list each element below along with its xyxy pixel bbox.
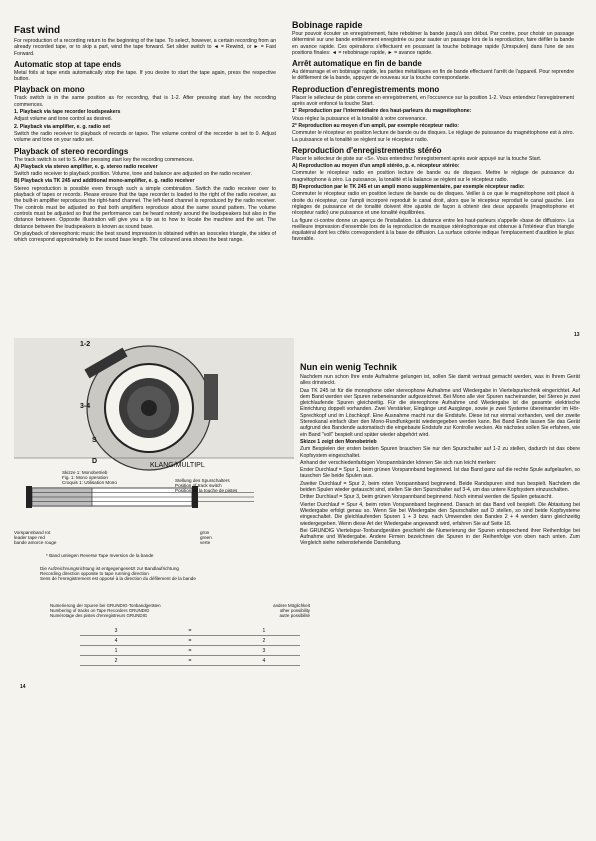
paragraph: Switch radio receiver to playback position. Volume, tone and balance are adjusted on the radio receiver. bbox=[14, 171, 252, 178]
section-title: Reproduction d'enregistrements mono bbox=[292, 84, 440, 94]
paragraph: Das TK 245 ist für die monophone oder stereophone Aufnahme und Wiedergabe in Viertelspurtechnik eingerichtet. Auf dem Band werden vier Spuren nebeneinander aufgezeichnet. Bei Mono alle vier Spuren nacheinander, bei Stereo je zwei gleichlaufende Spuren gleichzeitig. Für die stereophone Aufnahme und Wiedergabe ist die gesamte elektrische Einrichtung doppelt vorhanden. Zwei Verstärker, Eingänge und Ausgänge, sowie je zwei Systeme übereinander im Hör-Sprechkopf und im Löschkopf. Eine Ausnahme macht nur die Endstufe. Diese ist nur einmal vorhanden, weil der zweite Stereokanal einfach über den Mono-Rundfunkgerät wiedergegeben werden kann. Bei Band Ende lassen Sie das Gerät aufgrund des Bandende automatisch die eingebaute Endstufe zur Kontrolle wecken. Als nächstes sollen Sie erfahren, wie ein Band "voll" bespielt und später wieder abgehört wird. bbox=[300, 387, 580, 438]
paragraph: The track switch is set to S. After pressing start key the recording commences. bbox=[14, 156, 194, 163]
subheading: 1° Reproduction par l'intermédiaire des haut-parleurs du magnétophone: bbox=[292, 108, 472, 115]
track-switch-heading: Stellung des Spurschalters Position of track switch Position de la touche de pistes bbox=[175, 478, 238, 494]
paragraph: Erster Durchlauf = Spur 1, beim grünen Vorspannband beginnend. Ist das Band ganz auf die rechte Spule aufgelaufen, so tauschen Sie beide Spulen aus. bbox=[300, 467, 580, 480]
paragraph: Commuter le récepteur radio en position lecture de bande ou de disques. Mettre le réglage de puissance du magnétophone à zéro. La puissance, la tonalité et la balance se règlent sur le récepteur radio. bbox=[292, 170, 574, 183]
diagram-caption: Skizze 1: Monobetrieb Fig. 1: Mono operation Croquis 1: Utilisation Mono bbox=[62, 470, 117, 486]
page-number: 14 bbox=[20, 684, 26, 690]
paragraph: Dritter Durchlauf = Spur 3, beim grünen Vorspannband beginnend. Noch einmal werden die Spulen getauscht. bbox=[300, 494, 553, 501]
german-column bbox=[300, 362, 580, 548]
paragraph: Nachdem nun schon Ihre erste Aufnahme gelungen ist, sollen Sie damit vertraut gemacht werden, was in Ihrem Gerät alles drinsteckt. bbox=[300, 374, 580, 387]
subheading: B) Playback via TK 245 and additional mono-amplifier, e. g. radio receiver bbox=[14, 178, 195, 185]
subheading: B) Reproduction par le TK 245 et un ampli mono supplémentaire, par exemple récepteur radio: bbox=[292, 184, 525, 191]
paragraph: Metal foils at tape ends automatically stop the tape. If you desire to start the tape again, press the respective button. bbox=[14, 69, 276, 83]
paragraph: Au démarrage et en bobinage rapide, les parties métalliques en fin de bande effectuent l'arrêt de l'appareil. Pour reprendre le défilement de la bande, appuyer de nouveau sur la touche correspondante. bbox=[292, 69, 574, 82]
paragraph: Track switch is in the same position as for recording, that is 1-2. After pressing start key the recording commences. bbox=[14, 95, 276, 108]
section-title: Playback of stereo recordings bbox=[14, 146, 129, 156]
section-title: Arrêt automatique en fin de bande bbox=[292, 59, 422, 69]
paragraph: Vierter Durchlauf = Spur 4, beim roten Vorspannband beginnend. Danach ist das Band voll bespielt. Die Abtastung bei Wiedergabe erfolgt genau so. Wenn Sie bei Wiedergabe den Spurschalter auf D stellen, so sind beide Kopfsysteme eingeschaltet. Die gleichlaufenden Spuren 1 + 3 bzw. nach Umwenden des Bandes 2 + 4 werden dann gleichzeitig wiedergegeben. Wenn diese Art der Wiedergabe angewandt wird, erfahren Sie auf Seite 18. bbox=[300, 501, 580, 527]
track-label-d: D bbox=[92, 458, 98, 465]
french-column bbox=[292, 18, 574, 244]
section-title: Playback on mono bbox=[14, 85, 85, 95]
paragraph: For reproduction of a recording return to the beginning of the tape. To select, however, a certain recording from an already recorded tape, or to skip a part, wind the tape forward. Set slider switch to ◄ = Rewind, or ► = Fast Forward. bbox=[14, 38, 276, 57]
track-table-header: Numerierung der Spuren bei GRUNDIG-Tonbandgeräten andere Möglichkeit Numbering of tracks on Tape Recorders GRUNDIG other possibility Numérotage des pistes d'enregistreurs GRUNDIG autre possibilité bbox=[50, 603, 310, 618]
page-number: 13 bbox=[574, 332, 580, 338]
section-title: Nun ein wenig Technik bbox=[300, 362, 397, 372]
subheading: 2° Reproduction au moyen d'un ampli, par exemple récepteur radio: bbox=[292, 122, 460, 129]
paragraph: Pour pouvoir écouter un enregistrement, faire rebobiner la bande jusqu'à son début. Par contre, pour choisir un passage déterminé sur une bande entièrement enregistrée ou pour sauter un passage lors de la reproduction, faire défiler la bande en avance rapide. Ces opérations s'effectuent en poussant la touche bobinage rapide (Umspulen) dans l'une de ses positions finales: ◄ = rebobinage rapide, ► = avance rapide. bbox=[292, 31, 574, 56]
track-switch-diagram bbox=[14, 338, 294, 558]
english-column bbox=[14, 26, 276, 244]
paragraph: Zum Bespielen der ersten beiden Spuren brauchen Sie nur den Spurschalter auf 1-2 zu stellen, dadurch ist das obere Kopfsystem eingeschaltet. bbox=[300, 446, 580, 459]
paragraph: Zweiter Durchlauf = Spur 2, beim roten Vorspannband beginnend. Beide Randspuren sind nun bespielt. Nachdem die beiden Spulen wieder getauscht sind, stellen Sie den Spurschalter auf 3-4, um das untere Kopfsystem einzuschalten. bbox=[300, 480, 580, 494]
paragraph: Placer le sélecteur de piste sur «S». Vous entendrez l'enregistrement après avoir appuyé sur la touche Start. bbox=[292, 155, 542, 162]
subheading: A) Reproduction au moyen d'un ampli stéréo, p. e. récepteur stéréo: bbox=[292, 163, 460, 170]
track-numbering-table bbox=[80, 626, 300, 666]
track-label-1-2: 1-2 bbox=[80, 341, 91, 348]
paragraph: Commuter le récepteur en position lecture de bande ou de disques. Le réglage de puissance du magnétophone est à zéro. La puissance et la tonalité se règlent sur le récepteur radio. bbox=[292, 130, 574, 143]
slider-strip bbox=[204, 374, 218, 420]
table-row: 1 = 3 bbox=[80, 646, 300, 656]
tape-color-green: grün green verte bbox=[200, 530, 212, 546]
section-title: Bobinage rapide bbox=[292, 20, 363, 30]
table-row: 4 = 2 bbox=[80, 636, 300, 646]
paragraph: Switch the radio receiver to playback of records or tapes. The volume control of the recorder is set to 0. Adjust volume and tone on your radio set. bbox=[14, 130, 276, 144]
paragraph: Commuter le récepteur radio en position lecture de bande ou de disques. Veiller à ce que le magnétophone soit placé à droite du récepteur, car l'ampli incorporé reproduit le canal droit, alors que le récepteur reproduit le canal gauche. Les réglages de puissance et de tonalité doivent être ajustés de façon à obtenir des deux appareils (magnétophone et récepteur radio) une puissance et une tonalité équilibrées. bbox=[292, 191, 574, 217]
section-title: Automatic stop at tape ends bbox=[14, 59, 122, 69]
subheading: 1. Playback via tape recorder loudspeakers bbox=[14, 109, 121, 116]
section-title: Fast wind bbox=[14, 25, 61, 36]
track-label-3-4: 3-4 bbox=[80, 403, 91, 410]
table-row: 3 = 1 bbox=[80, 626, 300, 636]
subheading: 2. Playback via amplifier, e. g. radio set bbox=[14, 123, 111, 130]
paragraph: La figure ci-contre donne un aperçu de l'installation. La distance entre les haut-parleurs s'appelle «base de diffusion». La meilleure impression d'ensemble lors de la reproduction de musique stéréophonique est obtenue à l'intérieur d'un triangle équilatéral dont les côtés correspondent à la base de diffusion. La surface colorée indique l'emplacement d'audition le plus favorable. bbox=[292, 217, 574, 243]
subheading: A) Playback via stereo amplifier, e. g. stereo radio receiver bbox=[14, 163, 158, 170]
paragraph: Anhand der verschiedenfarbigen Vorspannbänder können Sie sich nun leicht merken: bbox=[300, 459, 497, 466]
reverse-tape-note: * Band umlegen Reverse Tape Inversion de la bande bbox=[46, 553, 154, 558]
table-row: 2 = 4 bbox=[80, 656, 300, 666]
paragraph: Bei GRUNDIG Viertelspur-Tonbandgeräten geschieht die Numerierung der Spuren entsprechend ihrer Reihenfolge bei Aufnahme und Wiedergabe. Andere Firmen bezeichnen die Spuren in der Reihenfolge von oben nach unten. Zum Vergleich siehe nebenstehende Darstellung. bbox=[300, 527, 580, 547]
knob-label: KLANG/MULTIPL bbox=[150, 462, 205, 469]
paragraph: Stereo reproduction is possible even through such a simple combination. Switch the radio receiver over to playback of tapes or records. Please ensure that the tape recorder is loaded to the right of the radio receiver, as the built-in amplifier reproduces the right-hand channel. The left-hand channel is reproduced by the radio receiver. The controls must be adjusted so that both amplifiers reproduce about the same sound pattern. The volume controls must be adjusted so that the performance can be heard notonly around the loudspeakers but also in the distance between. Opposite illustration will give you a tip as to how to locate the machine and the set. The distance between the loudspeakers is known as sound base. bbox=[14, 185, 276, 230]
track-label-s: S bbox=[92, 437, 97, 444]
tape-color-red: Vorspannband rot leader tape red bande amorce rouge bbox=[14, 530, 57, 546]
paragraph: On playback of stereophonic music the best sound impression is obtained within an isosceles triangle, the sides of which correspond approximately to the sound base length. The coloured area shows the best range. bbox=[14, 230, 276, 244]
paragraph: Adjust volume and tone control as desired. bbox=[14, 116, 113, 123]
recording-direction-note: Die Aufzeichnungsrichtung ist entgegengesetzt zur Bandlaufrichtung Recording direction opposite to tape running direction Sens de l'enregistrement est opposé à la direction du défilement de la bande bbox=[40, 566, 196, 582]
subheading: Skizze 1 zeigt den Monobetrieb bbox=[300, 438, 377, 445]
paragraph: Placer le sélecteur de piste comme en enregistrement, en l'occurence sur la position 1-2. Vous entendrez l'enregistrement après avoir enfoncé la touche Start. bbox=[292, 94, 574, 108]
section-title: Reproduction d'enregistrements stéréo bbox=[292, 145, 442, 155]
paragraph: Vous réglez la puissance et la tonalité à votre convenance. bbox=[292, 115, 427, 122]
